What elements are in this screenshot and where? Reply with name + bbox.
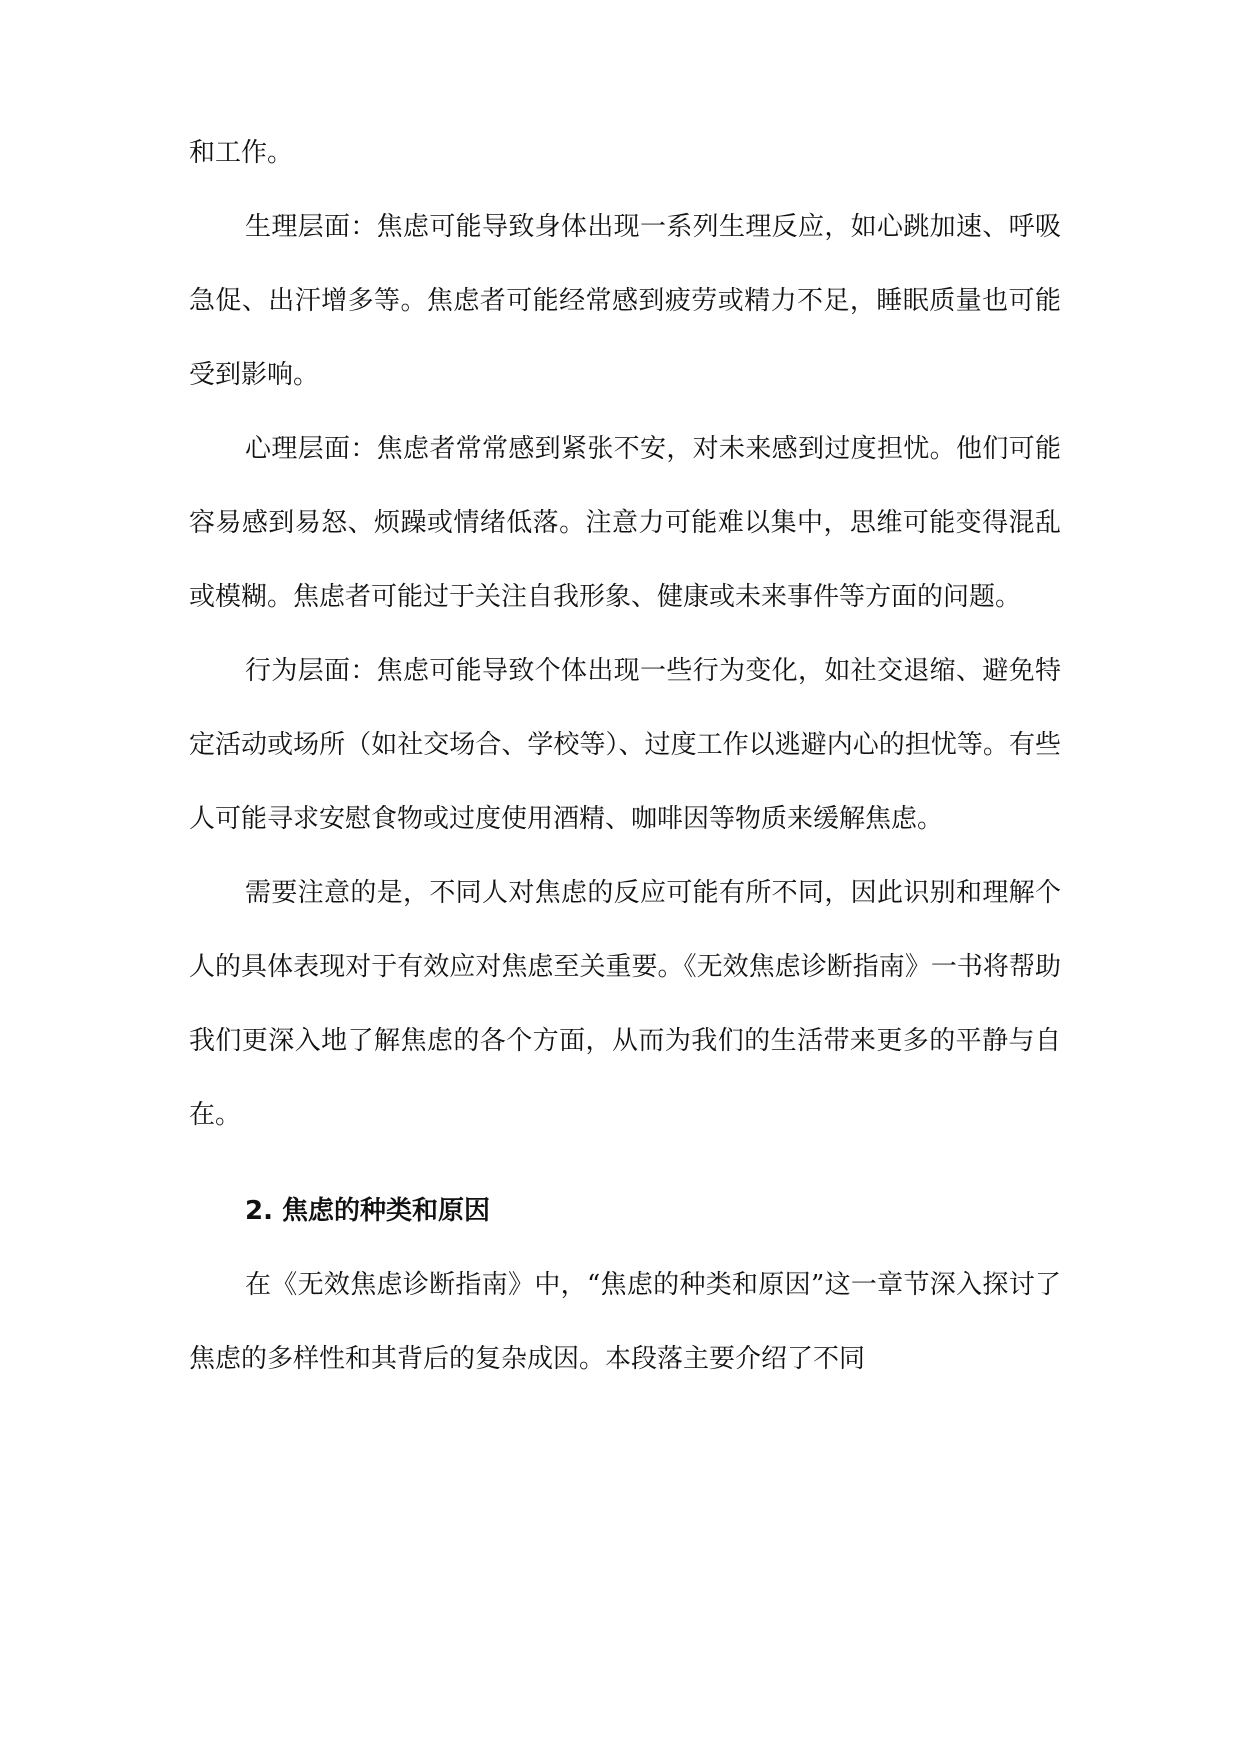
paragraph-behavioral: 行为层面：焦虑可能导致个体出现一些行为变化，如社交退缩、避免特定活动或场所（如社交场合、学校等）、过度工作以逃避内心的担忧等。有些人可能寻求安慰食物或过度使用酒精、咖啡因等物质来缓解焦虑。 xyxy=(189,656,1061,834)
paragraph-physiological: 生理层面：焦虑可能导致身体出现一系列生理反应，如心跳加速、呼吸急促、出汗增多等。焦虑者可能经常感到疲劳或精力不足，睡眠质量也可能受到影响。 xyxy=(189,212,1061,390)
paragraph-continuation: 和工作。 xyxy=(189,138,294,168)
section-heading: 2. 焦虑的种类和原因 xyxy=(245,1196,491,1226)
section-gap xyxy=(189,1152,1061,1174)
paragraph-note: 需要注意的是，不同人对焦虑的反应可能有所不同，因此识别和理解个人的具体表现对于有效应对焦虑至关重要。《无效焦虑诊断指南》一书将帮助我们更深入地了解焦虑的各个方面，从而为我们的生活带来更多的平静与自在。 xyxy=(189,878,1061,1130)
paragraph-section-intro: 在《无效焦虑诊断指南》中，“焦虑的种类和原因”这一章节深入探讨了焦虑的多样性和其背后的复杂成因。本段落主要介绍了不同 xyxy=(189,1270,1061,1374)
document-body xyxy=(189,116,1061,1396)
paragraph-psychological: 心理层面：焦虑者常常感到紧张不安，对未来感到过度担忧。他们可能容易感到易怒、烦躁或情绪低落。注意力可能难以集中，思维可能变得混乱或模糊。焦虑者可能过于关注自我形象、健康或未来事件等方面的问题。 xyxy=(189,434,1061,612)
